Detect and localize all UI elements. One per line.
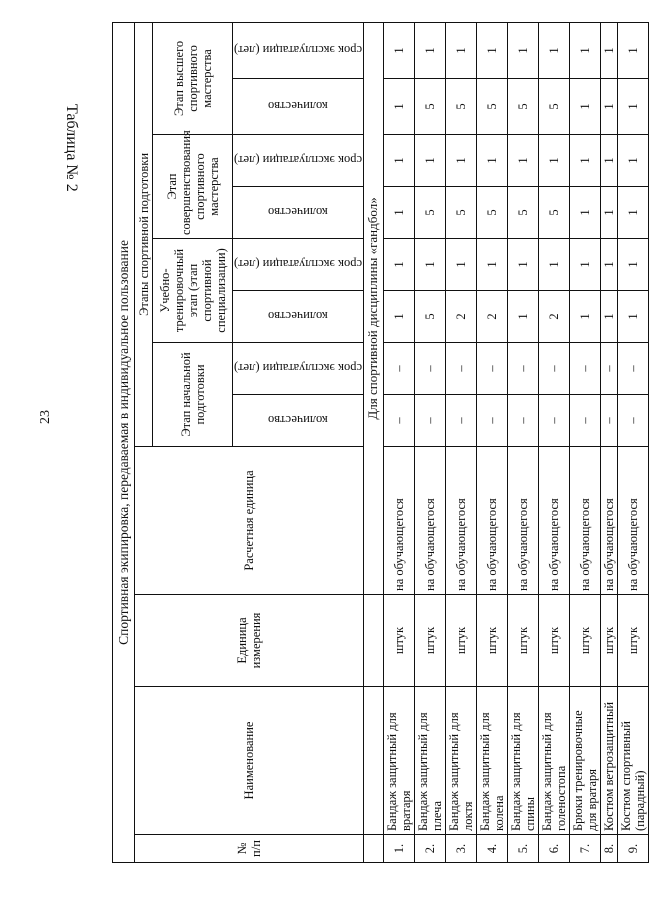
row-value: 1: [415, 22, 446, 78]
row-value: 1: [415, 239, 446, 291]
spacer-cell: [364, 835, 384, 863]
row-value: 5: [477, 79, 508, 135]
row-value: 1: [601, 239, 618, 291]
row-value: 1: [570, 22, 601, 78]
row-value: –: [618, 343, 649, 395]
header-period: срок эксплуатации (лет): [233, 22, 364, 78]
header-quantity: количество: [233, 187, 364, 239]
row-value: 1: [618, 135, 649, 187]
row-value: 5: [539, 187, 570, 239]
table-row: [446, 22, 477, 862]
row-value: 1: [570, 239, 601, 291]
row-name: Бандаж защитный для плеча: [415, 687, 446, 835]
row-value: 1: [415, 135, 446, 187]
header-stages-group: Этапы спортивной подготовки: [135, 22, 153, 446]
row-name: Бандаж защитный для вратаря: [384, 687, 415, 835]
row-unit: штук: [539, 595, 570, 687]
row-value: 1: [508, 291, 539, 343]
row-value: –: [539, 395, 570, 447]
header-unit: Единица измерения: [135, 595, 364, 687]
equipment-table: [112, 22, 649, 863]
row-value: 1: [618, 291, 649, 343]
row-value: 1: [539, 22, 570, 78]
table-row: [570, 22, 601, 862]
row-number: 4.: [477, 835, 508, 863]
row-value: 1: [601, 79, 618, 135]
row-unit: штук: [618, 595, 649, 687]
row-value: –: [415, 395, 446, 447]
row-value: –: [601, 343, 618, 395]
row-number: 6.: [539, 835, 570, 863]
row-value: 1: [384, 239, 415, 291]
row-number: 3.: [446, 835, 477, 863]
row-value: –: [415, 343, 446, 395]
row-value: –: [508, 343, 539, 395]
row-value: 5: [415, 187, 446, 239]
row-number: 8.: [601, 835, 618, 863]
row-value: 2: [446, 291, 477, 343]
row-value: 5: [508, 187, 539, 239]
row-value: –: [570, 395, 601, 447]
row-value: 5: [508, 79, 539, 135]
row-calc-unit: на обучающегося: [446, 447, 477, 595]
row-name: Брюки тренировочные для вратаря: [570, 687, 601, 835]
row-value: 1: [446, 239, 477, 291]
header-period: срок эксплуатации (лет): [233, 343, 364, 395]
row-value: 5: [415, 79, 446, 135]
row-value: 1: [446, 22, 477, 78]
row-number: 9.: [618, 835, 649, 863]
row-value: 1: [508, 239, 539, 291]
header-calc-unit: Расчетная единица: [135, 447, 364, 595]
row-value: 1: [601, 22, 618, 78]
header-quantity: количество: [233, 79, 364, 135]
row-value: 1: [539, 239, 570, 291]
header-quantity: количество: [233, 291, 364, 343]
row-value: 1: [384, 79, 415, 135]
row-value: –: [446, 343, 477, 395]
row-value: 1: [570, 79, 601, 135]
row-name: Костюм спортивный (парадный): [618, 687, 649, 835]
table-row: [539, 22, 570, 862]
row-value: –: [384, 395, 415, 447]
row-value: 1: [570, 291, 601, 343]
discipline-row: Для спортивной дисциплины «гандбол»: [364, 22, 384, 594]
header-stage-initial: Этап начальной подготовки: [153, 343, 233, 447]
row-unit: штук: [446, 595, 477, 687]
header-stage-training: Учебно-тренировочный этап (этап спортивной специализации): [153, 239, 233, 343]
row-value: 1: [618, 239, 649, 291]
row-unit: штук: [508, 595, 539, 687]
row-value: 2: [477, 291, 508, 343]
header-quantity: количество: [233, 395, 364, 447]
row-value: 5: [539, 79, 570, 135]
row-value: 1: [477, 22, 508, 78]
table-row: [415, 22, 446, 862]
row-value: 1: [618, 22, 649, 78]
spacer-cell: [364, 595, 384, 687]
table-row: [601, 22, 618, 862]
table-row: [508, 22, 539, 862]
row-value: 5: [446, 79, 477, 135]
table-row: [384, 22, 415, 862]
header-period: срок эксплуатации (лет): [233, 135, 364, 187]
row-value: –: [601, 395, 618, 447]
row-value: –: [618, 395, 649, 447]
row-calc-unit: на обучающегося: [570, 447, 601, 595]
row-unit: штук: [415, 595, 446, 687]
row-value: 5: [446, 187, 477, 239]
row-value: 1: [618, 187, 649, 239]
row-value: 1: [384, 187, 415, 239]
row-calc-unit: на обучающегося: [618, 447, 649, 595]
row-value: 1: [508, 135, 539, 187]
row-number: 1.: [384, 835, 415, 863]
row-value: 1: [601, 135, 618, 187]
row-name: Костюм ветрозащитный: [601, 687, 618, 835]
row-value: 1: [508, 22, 539, 78]
row-number: 7.: [570, 835, 601, 863]
row-unit: штук: [570, 595, 601, 687]
header-stage-higher: Этап высшего спортивного мастерства: [153, 22, 233, 134]
row-calc-unit: на обучающегося: [415, 447, 446, 595]
row-calc-unit: на обучающегося: [384, 447, 415, 595]
spacer-cell: [364, 687, 384, 835]
row-name: Бандаж защитный для локтя: [446, 687, 477, 835]
row-value: –: [477, 395, 508, 447]
table-row: [618, 22, 649, 862]
row-unit: штук: [384, 595, 415, 687]
table-row: [477, 22, 508, 862]
row-value: 1: [618, 79, 649, 135]
row-value: –: [539, 343, 570, 395]
header-name: Наименование: [135, 687, 364, 835]
row-number: 5.: [508, 835, 539, 863]
table-label: Таблица № 2: [63, 104, 80, 192]
row-value: 1: [570, 135, 601, 187]
row-calc-unit: на обучающегося: [601, 447, 618, 595]
row-name: Бандаж защитный для спины: [508, 687, 539, 835]
page-number: 23: [38, 410, 53, 424]
row-unit: штук: [477, 595, 508, 687]
row-calc-unit: на обучающегося: [539, 447, 570, 595]
row-value: 5: [477, 187, 508, 239]
row-value: 1: [384, 135, 415, 187]
row-value: –: [508, 395, 539, 447]
row-value: –: [570, 343, 601, 395]
row-number: 2.: [415, 835, 446, 863]
row-value: 1: [570, 187, 601, 239]
row-unit: штук: [601, 595, 618, 687]
table-caption: Спортивная экипировка, передаваемая в индивидуальное пользование: [113, 22, 135, 862]
row-value: –: [384, 343, 415, 395]
row-value: –: [446, 395, 477, 447]
row-value: 1: [477, 135, 508, 187]
row-value: 1: [384, 22, 415, 78]
header-stage-improvement: Этап совершенствования спортивного мастерства: [153, 135, 233, 239]
row-value: 1: [477, 239, 508, 291]
row-calc-unit: на обучающегося: [477, 447, 508, 595]
row-value: 5: [415, 291, 446, 343]
row-value: 1: [384, 291, 415, 343]
row-value: 2: [539, 291, 570, 343]
rotated-table-container: [112, 23, 648, 863]
row-value: 1: [446, 135, 477, 187]
row-value: 1: [601, 291, 618, 343]
row-value: 1: [539, 135, 570, 187]
row-value: –: [477, 343, 508, 395]
header-period: срок эксплуатации (лет): [233, 239, 364, 291]
header-number: № п/п: [135, 835, 364, 863]
row-calc-unit: на обучающегося: [508, 447, 539, 595]
row-name: Бандаж защитный для колена: [477, 687, 508, 835]
row-name: Бандаж защитный для голеностопа: [539, 687, 570, 835]
row-value: 1: [601, 187, 618, 239]
